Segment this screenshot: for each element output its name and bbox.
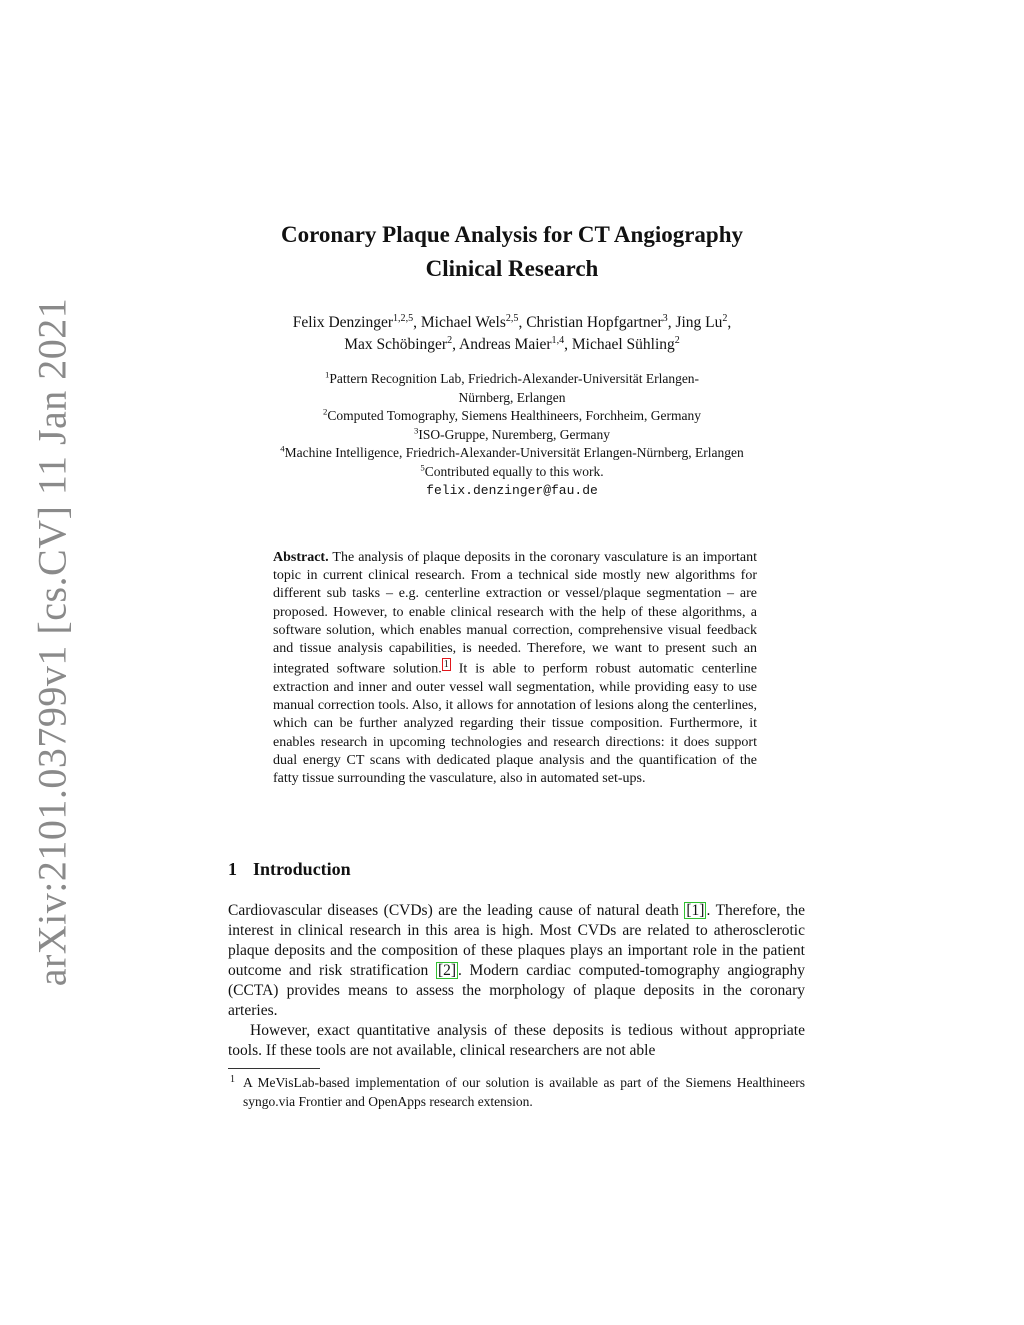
- section-number: 1: [228, 859, 237, 879]
- affiliation-continuation: Nürnberg, Erlangen: [458, 389, 566, 405]
- paper-title: [0, 218, 1024, 286]
- body-text: [228, 901, 805, 1061]
- paragraph-text: Cardiovascular diseases (CVDs) are the leading cause of natural death: [228, 902, 685, 919]
- affiliation: [0, 370, 1024, 389]
- author-name: Jing Lu: [675, 314, 723, 331]
- affiliation-sup: 3: [413, 425, 419, 436]
- citation-link[interactable]: [1]: [686, 902, 705, 919]
- affiliation: [0, 463, 1024, 482]
- affiliation: [0, 444, 1024, 463]
- abstract-text: It is able to perform robust automatic centerline extraction and inner and outer vessel wall segmentation, while providing easy to use manual correction tools. Also, it allows for annotation of lesions along the centerlines, which can be further analyzed regarding their tissue composition. Furthermore, it enables research in upcoming technologies and research directions: it does support dual energy CT scans with dedicated plaque analysis and the quantification of the fatty tissue surrounding the vasculature, also in automated set-ups.: [273, 661, 757, 787]
- footnote-reference-link[interactable]: 1: [443, 659, 449, 671]
- abstract: [273, 549, 757, 788]
- footnote: [228, 1073, 805, 1111]
- title-line-2: Clinical Research: [425, 256, 599, 281]
- affiliation-sup: 4: [280, 443, 285, 454]
- author-name: Michael Wels: [420, 314, 506, 331]
- citation-link[interactable]: [2]: [437, 962, 457, 979]
- paragraph: However, exact quantitative analysis of these deposits is tedious without appropriate tools. If these tools are not available, clinical researchers are not able: [228, 1022, 805, 1059]
- footnote-text: A MeVisLab-based implementation of our solution is available as part of the Siemens Healthineers syngo.via Frontier and OpenApps research extension.: [243, 1075, 805, 1109]
- email-address[interactable]: felix.denzinger@fau.de: [426, 482, 598, 498]
- affiliation-list: [0, 370, 1024, 500]
- author-line-1: Felix Denzinger$^{1,2,5}$, Michael Wels$^{2,5}$, Christian Hopfgartner$^3$, Jing Lu$^2$,: [292, 312, 732, 331]
- author-name: Max Schöbinger: [344, 336, 448, 353]
- author-name: Christian Hopfgartner: [526, 314, 663, 331]
- arxiv-stamp: arXiv:2101.03799v1 [cs.CV] 11 Jan 2021: [29, 297, 75, 987]
- author-name: Andreas Maier: [459, 336, 552, 353]
- affiliation-text: Machine Intelligence, Friedrich-Alexander-Universität Erlangen-Nürnberg, Erlangen: [284, 445, 744, 461]
- affiliation-sup: 5: [420, 462, 425, 473]
- section-title: Introduction: [253, 859, 351, 879]
- title-line-1: Coronary Plaque Analysis for CT Angiography: [281, 222, 743, 247]
- author-name: Felix Denzinger: [292, 314, 393, 331]
- affiliation-sup: 2: [323, 406, 328, 417]
- footnote-divider: [228, 1068, 320, 1069]
- author-sup: 2,5: [505, 312, 519, 324]
- author-sup: 2: [674, 334, 680, 346]
- affiliation-text: ISO-Gruppe, Nuremberg, Germany: [418, 426, 611, 442]
- paragraph: [228, 901, 805, 1021]
- affiliation: [0, 426, 1024, 445]
- affiliation-text: Computed Tomography, Siemens Healthineers, Forchheim, Germany: [327, 408, 701, 424]
- author-list: [0, 312, 1024, 356]
- author-sup: 3: [662, 312, 668, 324]
- paragraph-text: . Therefore, the interest in clinical research in this area is high. Most CVDs are related to atherosclerotic plaque deposits and the composition of these plaques plays an important role in the patient outcome and risk stratification: [228, 902, 806, 979]
- author-line-2: Max Schöbinger$^2$, Andreas Maier$^{1,4}$, Michael Sühling$^2$: [344, 334, 680, 353]
- author-sup: 2: [447, 334, 453, 346]
- author-name: Michael Sühling: [571, 336, 675, 353]
- author-sup: 1,4: [551, 334, 565, 346]
- abstract-text: The analysis of plaque deposits in the coronary vasculature is an important topic in current clinical research. From a technical side mostly new algorithms for different sub tasks – e.g. centerline extraction or vessel/plaque segmentation – are proposed. However, to enable clinical research with the help of these algorithms, a software solution, which enables manual correction, comprehensive visual feedback and tissue analysis capabilities, is needed. Therefore, we want to present such an integrated software solution.: [273, 550, 758, 677]
- section-heading: [228, 859, 351, 880]
- affiliation-text: Pattern Recognition Lab, Friedrich-Alexander-Universität Erlangen-: [329, 371, 700, 386]
- paragraph-text: . Modern cardiac computed-tomography angiography (CCTA) provides means to assess the morphology of plaque deposits in the coronary arteries.: [228, 962, 805, 1019]
- author-sup: 2: [722, 312, 728, 324]
- author-sup: 1,2,5: [393, 312, 414, 324]
- affiliation-text: Contributed equally to this work.: [424, 463, 604, 479]
- affiliation: [0, 407, 1024, 426]
- footnote-mark: 1: [230, 1074, 235, 1085]
- abstract-label: Abstract.: [273, 550, 329, 565]
- affiliation-sup: 1: [324, 369, 330, 380]
